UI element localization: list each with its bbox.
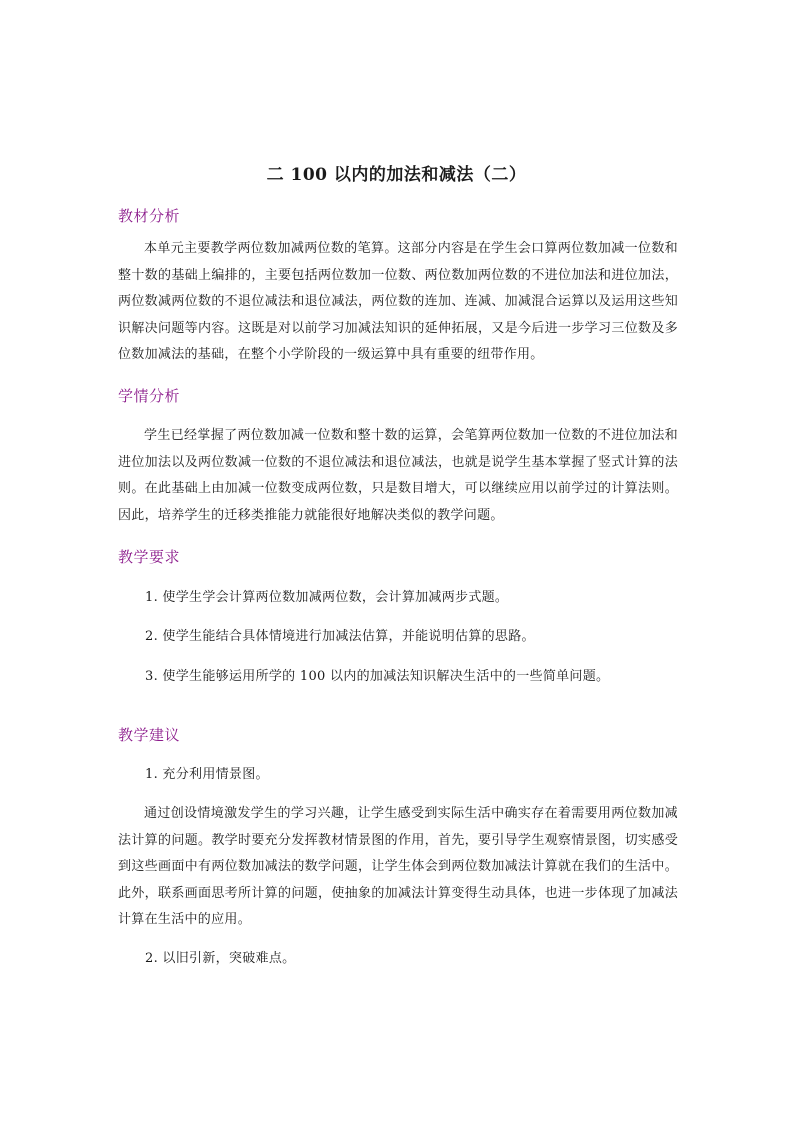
requirement-item-2: 2. 使学生能结合具体情境进行加减法估算，并能说明估算的思路。 [145,629,535,644]
section-heading-teaching-requirements: 教学要求 [118,548,181,566]
paragraph-suggestion-1: 通过创设情境激发学生的学习兴趣，让学生感受到实际生活中确实存在着需要用两位数加减法计算的问题。教学时要充分发挥教材情景图的作用，首先，要引导学生观察情景图，切实感受到这些画面中有两位数加减法的数学问题，让学生体会到两位数加减法计算就在我们的生活中。此外，联系画面思考所计算的问题，使抽象的加减法计算变得生动具体，也进一步体现了加减法计算在生活中的应用。 [118,806,678,927]
paragraph-student-analysis: 学生已经掌握了两位数加减一位数和整十数的运算，会笔算两位数加一位数的不进位加法和进位加法以及两位数减一位数的不退位减法和退位减法，也就是说学生基本掌握了竖式计算的法则。在此基础上由加减一位数变成两位数，只是数目增大，可以继续应用以前学过的计算法则。因此，培养学生的迁移类推能力就能很好地解决类似的教学问题。 [118,428,678,523]
section-heading-student-analysis: 学情分析 [118,387,181,405]
requirement-item-3: 3. 使学生能够运用所学的 100 以内的加减法知识解决生活中的一些简单问题。 [145,669,610,684]
suggestion-item-1: 1. 充分利用情景图。 [145,767,269,782]
suggestion-item-2: 2. 以旧引新，突破难点。 [145,951,296,966]
section-heading-teaching-suggestions: 教学建议 [118,726,181,744]
document-title: 二 100 以内的加法和减法（二） [266,165,527,185]
section-heading-textbook-analysis: 教材分析 [118,207,181,225]
requirement-item-1: 1. 使学生学会计算两位数加减两位数，会计算加减两步式题。 [145,590,509,605]
paragraph-textbook-analysis: 本单元主要教学两位数加减两位数的笔算。这部分内容是在学生会口算两位数加减一位数和整十数的基础上编排的，主要包括两位数加一位数、两位数加两位数的不进位加法和进位加法，两位数减两位数的不退位减法和退位减法，两位数的连加、连减、加减混合运算以及运用这些知识解决问题等内容。这既是对以前学习加减法知识的延伸拓展，又是今后进一步学习三位数及多位数加减法的基础，在整个小学阶段的一级运算中具有重要的纽带作用。 [118,241,678,362]
